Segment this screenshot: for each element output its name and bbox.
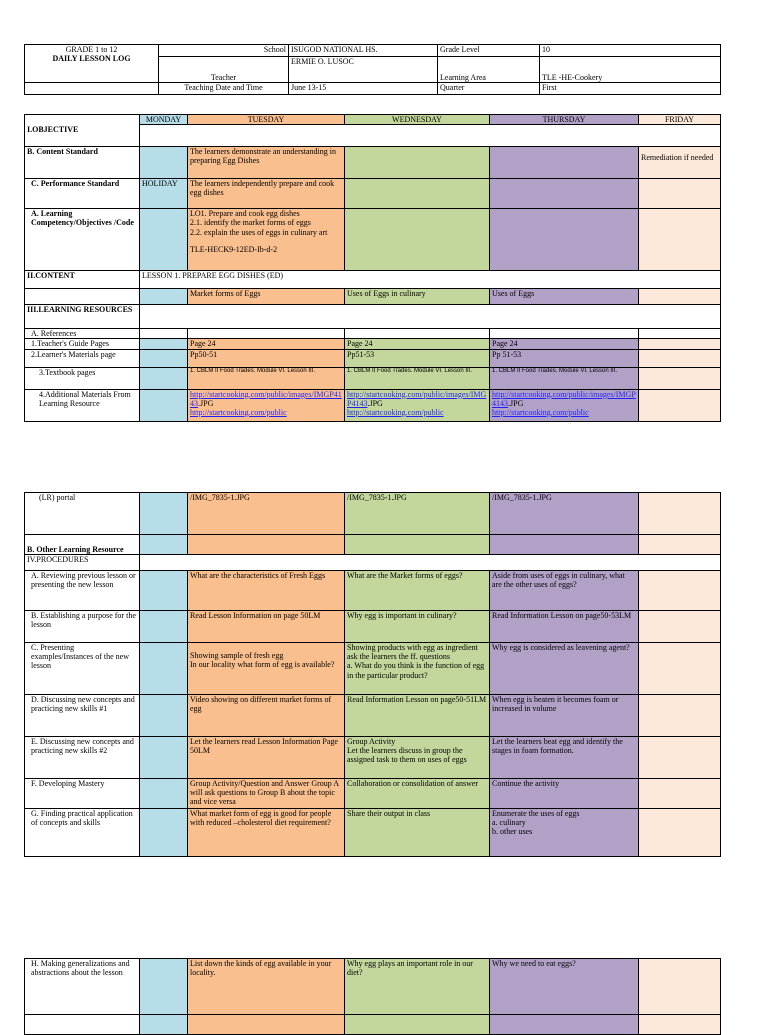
img-thu: /IMG_7835-1.JPG [490,493,639,535]
additional-thu [490,389,639,421]
additional-wed [345,389,490,421]
procedure-g-thu-2: a. culinary [492,818,526,828]
procedure-c-tue [188,643,345,695]
procedure-c-label: C. Presenting examples/Instances of the new lesson [25,643,140,695]
teacher-label: Teacher [159,57,289,83]
img-wed: /IMG_7835-1.JPG [345,493,490,535]
tb-thu: 1. CBLM II Food Trades. Module VI. Lesson III. [490,367,639,389]
procedure-g-thu [490,809,639,857]
tb-wed: 1. CBLM II Food Trades. Module VI. Lesson III. [345,367,490,389]
competency-code: TLE-HECK9-12ED-Ib-d-2 [190,244,278,254]
content-standard-label: B. Content Standard [25,147,140,179]
tg-label: 1.Teacher's Guide Pages [25,339,140,349]
competency-line-3: 2.2. explain the uses of eggs in culinary art [190,227,328,237]
procedure-b-label: B. Establishing a purpose for the lesson [25,611,140,643]
link-thu-1[interactable]: http://startcooking.com/public/images/IMGP4143 [492,389,636,408]
procedure-e-wed [345,737,490,779]
competency-line-2: 2.1. identify the market forms of eggs [190,218,311,228]
day-wednesday: WEDNESDAY [345,115,490,125]
topic-tue: Market forms of Eggs [188,289,345,305]
content-value: LESSON 1. PREPARE EGG DISHES (ED) [140,271,721,289]
procedure-b-thu: Read Information Lesson on page50-53LM [490,611,639,643]
competency-label: A. Learning Competency/Objectives /Code [25,209,140,271]
procedure-g-label: G. Finding practical application of concepts and skills [25,809,140,857]
lr-portal-label: (LR) portal [25,493,140,535]
dll-title: DAILY LESSON LOG [52,54,131,64]
procedure-f-label: F. Developing Mastery [25,779,140,809]
procedure-h-wed: Why egg plays an important role in our diet? [345,959,490,1015]
tg-tue: Page 24 [188,339,345,349]
jpg-suffix: .JPG [508,398,524,408]
procedure-g-tue: What market form of egg is good for people with reduced –cholesterol diet requirement? [188,809,345,857]
topic-thu: Uses of Eggs [490,289,639,305]
grade-level-label: Grade Level [438,45,540,57]
grade-level-value: 10 [540,45,721,57]
procedure-a-thu: Aside from uses of eggs in culinary, what are the other uses of eggs? [490,571,639,611]
day-tuesday: TUESDAY [188,115,345,125]
day-friday: FRIDAY [639,115,721,125]
quarter-value: First [540,83,721,95]
procedure-e-wed-1: Group Activity [347,737,396,746]
procedure-c-wed-2: a. What do you think is the function of egg in the particular product? [347,661,485,680]
img-tue: /IMG_7835-1.JPG [188,493,345,535]
procedure-d-label: D. Discussing new concepts and practicing new skills #1 [25,695,140,737]
tg-wed: Page 24 [345,339,490,349]
lesson-table-3 [24,958,721,1035]
procedure-e-wed-2: Let the learners discuss in group the assigned task to them on uses of eggs [347,746,467,765]
link-wed-1[interactable]: http://startcooking.com/public/images/IMGP4143 [347,389,487,408]
procedure-c-tue-1: Showing sample of fresh egg [190,651,284,660]
procedures-heading: IV.PROCEDURES [25,555,140,571]
procedure-h-tue: List down the kinds of egg available in your locality. [188,959,345,1015]
topic-wed: Uses of Eggs in culinary [345,289,490,305]
jpg-suffix: .JPG [198,398,214,408]
content-heading: II.CONTENT [25,271,140,289]
jpg-suffix: .JPG [367,398,383,408]
procedure-f-wed: Collaboration or consolidation of answer [345,779,490,809]
area-label: Learning Area [438,57,540,83]
holiday-label: HOLIDAY [140,179,188,209]
school-label: School [159,45,289,57]
header-table [24,44,721,95]
procedure-f-tue: Group Activity/Question and Answer Group A will ask questions to Group B about the topic and vice versa [188,779,345,809]
day-monday: MONDAY [140,115,188,125]
performance-standard-label: C. Performance Standard [25,179,140,209]
date-label: Teaching Date and Time [159,83,289,95]
link-tue-1[interactable]: http://startcooking.com/public/images/IMGP4143 [190,389,342,408]
resources-heading: III.LEARNING RESOURCES [25,305,140,329]
objective-heading: I.OBJECTIVE [25,115,140,147]
additional-tue [188,389,345,421]
competency-tue [188,209,345,271]
lm-thu: Pp 51-53 [490,349,639,367]
additional-materials-label: 4.Additional Materials From Learning Resource [25,389,140,421]
grade-range: GRADE 1 to 12 [65,45,118,54]
procedure-e-label: E. Discussing new concepts and practicing new skills #2 [25,737,140,779]
lesson-table-2 [24,492,721,857]
procedure-g-thu-1: Enumerate the uses of eggs [492,809,580,818]
procedure-g-thu-3: b. other uses [492,827,533,837]
lm-label: 2.Learner's Materials page [25,349,140,367]
references-label: A. References [25,329,140,339]
day-thursday: THURSDAY [490,115,639,125]
competency-line-1: LO1. Prepare and cook egg dishes [190,209,300,219]
procedure-c-wed [345,643,490,695]
date-value: June 13-15 [289,83,438,95]
school-value: ISUGOD NATIONAL HS. [289,45,438,57]
procedure-g-wed: Share their output in class [345,809,490,857]
procedure-c-tue-2: In our locality what form of egg is available? [190,660,335,670]
procedure-h-label: H. Making generalizations and abstractions about the lesson [25,959,140,1015]
dll-title-cell [25,45,159,83]
link-thu-2[interactable]: http://startcooking.com/public [492,407,589,417]
procedure-a-wed: What are the Market forms of eggs? [345,571,490,611]
procedure-b-tue: Read Lesson Information on page 50LM [188,611,345,643]
remediation-note: Remediation if needed [639,147,721,179]
link-tue-2[interactable]: http://startcooking.com/public [190,407,287,417]
procedure-a-tue: What are the characteristics of Fresh Eggs [188,571,345,611]
procedure-b-wed: Why egg is important in culinary? [345,611,490,643]
procedure-a-label: A. Reviewing previous lesson or presenting the new lesson [25,571,140,611]
procedure-e-tue: Let the learners read Lesson Information Page 50LM [188,737,345,779]
lm-wed: Pp51-53 [345,349,490,367]
tb-label: 3.Textbook pages [25,367,140,389]
tg-thu: Page 24 [490,339,639,349]
procedure-d-wed: Read Information Lesson on page50-51LM [345,695,490,737]
procedure-c-thu: Why egg is considered as leavening agent? [490,643,639,695]
procedure-d-thu: When egg is beaten it becomes foam or increased in volume [490,695,639,737]
procedure-f-thu: Continue the activity [490,779,639,809]
quarter-label: Quarter [438,83,540,95]
procedure-h-thu: Why we need to eat eggs? [490,959,639,1015]
area-value: TLE -HE-Cookery [540,57,721,83]
performance-standard-tue: The learners independently prepare and cook egg dishes [188,179,345,209]
tb-tue: 1. CBLM II Food Trades. Module VI. Lesson III. [188,367,345,389]
lesson-table-1 [24,114,721,422]
teacher-value: ERMIE O. LUSOC [289,57,438,83]
other-resources-label: B. Other Learning Resource [25,535,140,555]
link-wed-2[interactable]: http://startcooking.com/public [347,407,444,417]
procedure-d-tue: Video showing on different market forms of egg [188,695,345,737]
procedure-e-thu: Let the learners beat egg and identify the stages in foam formation. [490,737,639,779]
content-standard-tue: The learners demonstrate an understanding in preparing Egg Dishes [188,147,345,179]
procedure-c-wed-1: Showing products with egg as ingredient ask the learners the ff. questions [347,643,478,662]
lm-tue: Pp50-51 [188,349,345,367]
